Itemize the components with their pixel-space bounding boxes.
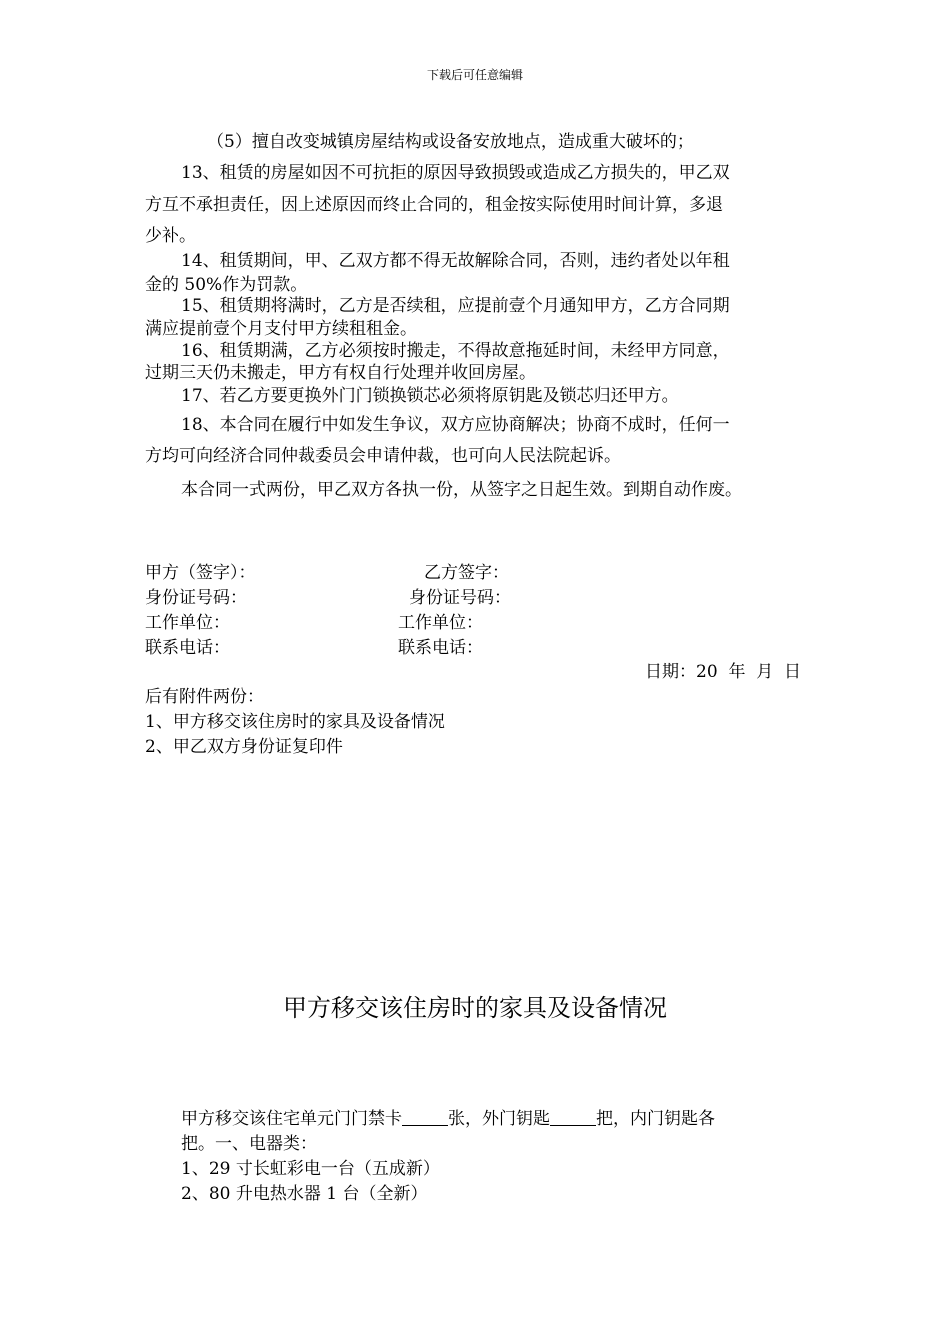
clause-16-line1: 16、租赁期满，乙方必须按时搬走，不得故意拖延时间，未经甲方同意， — [181, 341, 730, 361]
clause-18-line1: 18、本合同在履行中如发生争议，双方应协商解决；协商不成时，任何一 — [181, 415, 730, 435]
appendix-line-1-part-c: 把，内门钥匙各 — [596, 1109, 715, 1129]
appendix-item-1: 1、29 寸长虹彩电一台（五成新） — [181, 1159, 440, 1179]
party-a-phone-label: 联系电话： — [145, 638, 230, 658]
party-a-id-label: 身份证号码： — [145, 588, 247, 608]
clause-13-line2: 方互不承担责任，因上述原因而终止合同的，租金按实际使用时间计算，多退 — [145, 195, 723, 215]
attachments-intro: 后有附件两份： — [145, 687, 264, 707]
date-line: 日期：20 年 月 日 — [645, 662, 802, 682]
page-header: 下载后可任意编辑 — [426, 68, 523, 82]
attachment-item-1: 1、甲方移交该住房时的家具及设备情况 — [145, 712, 445, 732]
appendix-line-1-part-b: 张，外门钥匙 — [448, 1109, 550, 1129]
appendix-title: 甲方移交该住房时的家具及设备情况 — [283, 994, 667, 1022]
clause-14-line2: 金的 50%作为罚款。 — [145, 275, 308, 295]
clause-18-line2: 方均可向经济合同仲裁委员会申请仲裁，也可向人民法院起诉。 — [145, 446, 621, 466]
clause-13-line1: 13、租赁的房屋如因不可抗拒的原因导致损毁或造成乙方损失的，甲乙双 — [181, 163, 730, 183]
appendix-line-2: 把。一、电器类： — [181, 1134, 317, 1154]
clause-12-5: （5）擅自改变城镇房屋结构或设备安放地点，造成重大破坏的； — [207, 132, 694, 152]
appendix-item-2: 2、80 升电热水器 1 台（全新） — [181, 1184, 428, 1204]
clause-13-line3: 少补。 — [145, 226, 196, 246]
party-a-sign-label: 甲方（签字）： — [145, 563, 256, 583]
blank-card-count — [402, 1109, 448, 1126]
clause-15-line1: 15、租赁期将满时，乙方是否续租，应提前壹个月通知甲方，乙方合同期 — [181, 296, 730, 316]
clause-15-line2: 满应提前壹个月支付甲方续租租金。 — [145, 319, 417, 339]
party-b-id-label: 身份证号码： — [409, 588, 511, 608]
final-clause: 本合同一式两份，甲乙双方各执一份，从签字之日起生效。到期自动作废。 — [181, 480, 742, 500]
party-b-phone-label: 联系电话： — [398, 638, 483, 658]
attachment-item-2: 2、甲乙双方身份证复印件 — [145, 737, 343, 757]
appendix-line-1 — [181, 1104, 715, 1129]
appendix-line-1-part-a: 甲方移交该住宅单元门门禁卡 — [181, 1109, 402, 1129]
blank-key-count — [550, 1109, 596, 1126]
clause-16-line2: 过期三天仍未搬走，甲方有权自行处理并收回房屋。 — [145, 363, 536, 383]
party-b-sign-label: 乙方签字： — [424, 563, 509, 583]
clause-14-line1: 14、租赁期间，甲、乙双方都不得无故解除合同，否则，违约者处以年租 — [181, 251, 730, 271]
clause-17: 17、若乙方要更换外门门锁换锁芯必须将原钥匙及锁芯归还甲方。 — [181, 386, 679, 406]
party-b-work-label: 工作单位： — [398, 613, 483, 633]
party-a-work-label: 工作单位： — [145, 613, 230, 633]
